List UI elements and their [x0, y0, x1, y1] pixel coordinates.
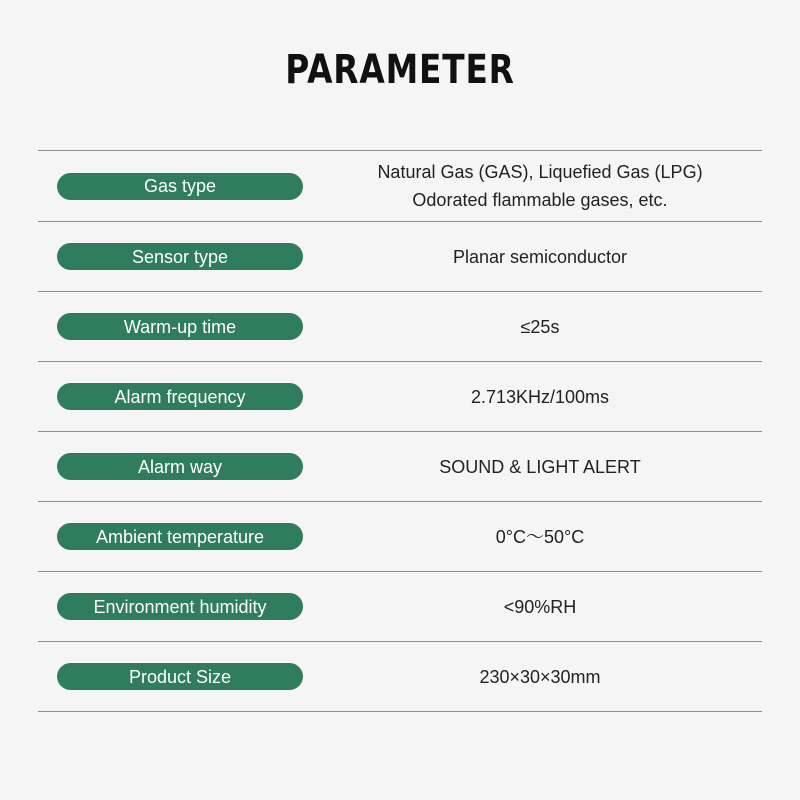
gas-type-value-line-2: Odorated flammable gases, etc. — [412, 190, 668, 210]
alarm-frequency-value: 2.713KHz/100ms — [470, 386, 610, 407]
environment-humidity-label: Environment humidity — [57, 593, 303, 620]
gas-type-label: Gas type — [57, 173, 303, 200]
environment-humidity-value: <90%RH — [503, 596, 577, 617]
alarm-frequency-label: Alarm frequency — [57, 383, 303, 410]
warm-up-time-value: ≤25s — [520, 316, 560, 337]
table-row-environment-humidity — [38, 572, 762, 642]
warm-up-time-label: Warm-up time — [57, 313, 303, 340]
alarm-way-value: SOUND & LIGHT ALERT — [439, 456, 641, 477]
table-row-ambient-temperature — [38, 502, 762, 572]
table-row-warm-up-time — [38, 292, 762, 362]
sensor-type-value: Planar semiconductor — [452, 246, 628, 267]
ambient-temperature-value: 0°C～50°C — [495, 526, 585, 547]
table-row-product-size — [38, 642, 762, 712]
sensor-type-label: Sensor type — [57, 243, 303, 270]
product-size-label: Product Size — [57, 663, 303, 690]
table-row-alarm-way — [38, 432, 762, 502]
alarm-way-label: Alarm way — [57, 453, 303, 480]
table-row-alarm-frequency — [38, 362, 762, 432]
page-title: PARAMETER — [285, 47, 515, 93]
ambient-temperature-label: Ambient temperature — [57, 523, 303, 550]
table-row-gas-type — [38, 151, 762, 222]
product-size-value: 230×30×30mm — [479, 666, 601, 687]
parameter-table — [38, 150, 762, 712]
gas-type-value — [330, 158, 750, 214]
gas-type-value-line-1: Natural Gas (GAS), Liquefied Gas (LPG) — [377, 162, 703, 182]
table-row-sensor-type — [38, 222, 762, 292]
